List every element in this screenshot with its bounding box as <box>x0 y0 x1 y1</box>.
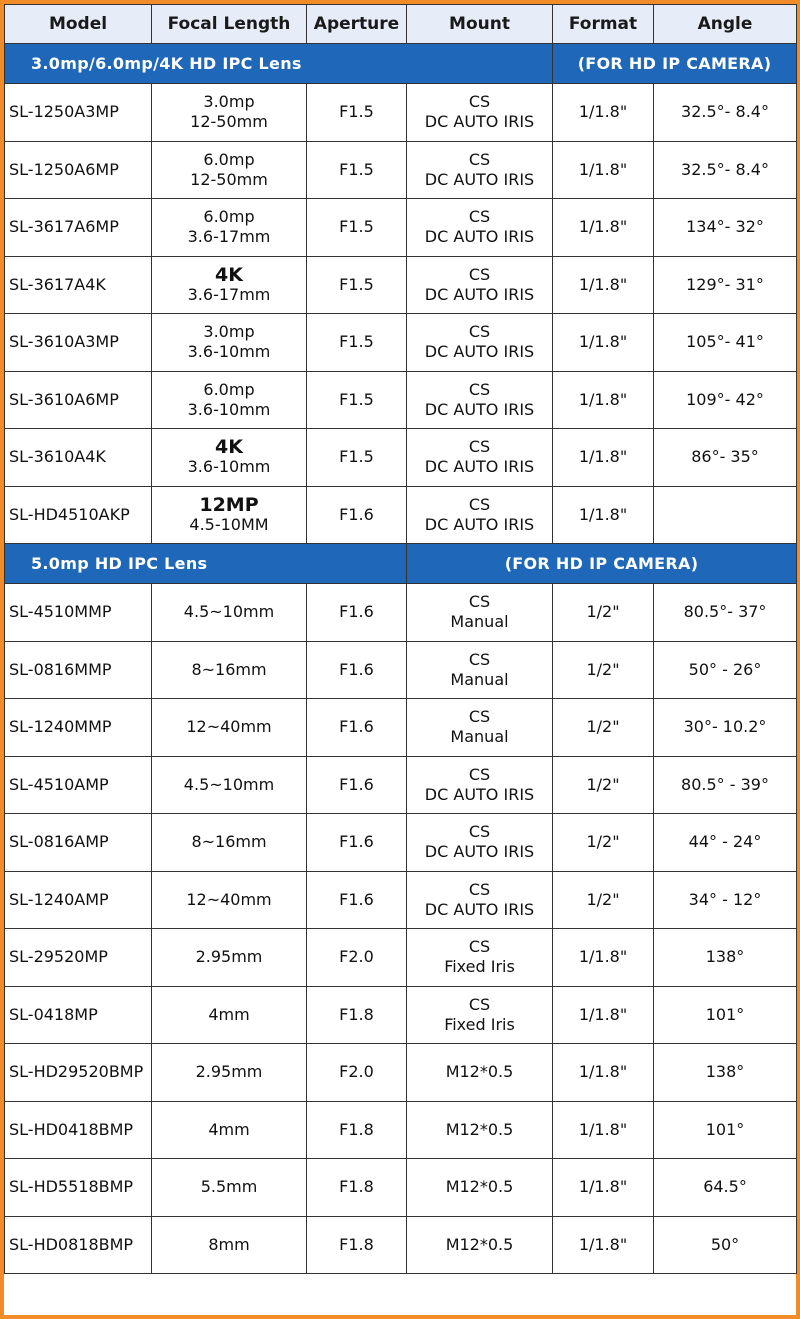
section-title: 5.0mp HD IPC Lens <box>5 544 407 584</box>
model-cell: SL-0816AMP <box>5 814 152 872</box>
table-row <box>5 371 797 429</box>
mount-line: CS <box>468 937 491 957</box>
angle-cell: 86°- 35° <box>654 429 797 487</box>
angle-cell <box>654 486 797 544</box>
focal-length-cell <box>152 584 307 642</box>
angle-cell: 50° <box>654 1216 797 1274</box>
table-body <box>5 44 797 1274</box>
mount-cell <box>407 1101 553 1159</box>
angle-cell: 80.5° - 39° <box>654 756 797 814</box>
mount-line: Fixed Iris <box>444 957 515 977</box>
model-cell: SL-1250A3MP <box>5 84 152 142</box>
focal-length-line: 8mm <box>208 1234 250 1254</box>
format-cell: 1/2" <box>553 641 654 699</box>
focal-length-cell <box>152 641 307 699</box>
aperture-cell: F1.6 <box>307 871 407 929</box>
format-cell: 1/1.8" <box>553 1044 654 1102</box>
mount-cell <box>407 756 553 814</box>
aperture-cell: F1.5 <box>307 199 407 257</box>
model-cell: SL-1240MMP <box>5 699 152 757</box>
format-cell: 1/1.8" <box>553 256 654 314</box>
angle-cell: 32.5°- 8.4° <box>654 84 797 142</box>
format-cell: 1/1.8" <box>553 1101 654 1159</box>
mount-line: CS <box>468 149 491 169</box>
table-row <box>5 314 797 372</box>
table-row <box>5 871 797 929</box>
focal-length-line: 8~16mm <box>191 659 267 679</box>
format-cell: 1/1.8" <box>553 371 654 429</box>
focal-length-line: 2.95mm <box>195 947 263 967</box>
model-cell: SL-4510AMP <box>5 756 152 814</box>
mount-line: CS <box>468 264 491 284</box>
format-cell: 1/1.8" <box>553 486 654 544</box>
aperture-cell: F1.6 <box>307 584 407 642</box>
focal-length-cell <box>152 1044 307 1102</box>
table-row <box>5 84 797 142</box>
format-cell: 1/1.8" <box>553 1216 654 1274</box>
focal-length-cell <box>152 1101 307 1159</box>
mount-line: CS <box>468 379 491 399</box>
focal-length-line: 4.5-10MM <box>189 514 269 534</box>
aperture-cell: F1.6 <box>307 641 407 699</box>
model-cell: SL-1240AMP <box>5 871 152 929</box>
focal-length-cell <box>152 371 307 429</box>
focal-length-cell <box>152 429 307 487</box>
aperture-cell: F1.6 <box>307 699 407 757</box>
model-cell: SL-0418MP <box>5 986 152 1044</box>
angle-cell: 134°- 32° <box>654 199 797 257</box>
mount-line: CS <box>468 437 491 457</box>
aperture-cell: F1.5 <box>307 84 407 142</box>
mount-line: Fixed Iris <box>444 1014 515 1034</box>
focal-length-cell <box>152 871 307 929</box>
aperture-cell: F1.5 <box>307 314 407 372</box>
aperture-cell: F1.8 <box>307 986 407 1044</box>
focal-length-line: 3.6-10mm <box>187 399 271 419</box>
focal-length-cell <box>152 986 307 1044</box>
aperture-cell: F2.0 <box>307 1044 407 1102</box>
model-cell: SL-3617A6MP <box>5 199 152 257</box>
mount-line: CS <box>468 822 491 842</box>
focal-length-cell <box>152 84 307 142</box>
focal-length-line: 6.0mp <box>203 379 255 399</box>
mount-line: DC AUTO IRIS <box>424 842 535 862</box>
table-row <box>5 1216 797 1274</box>
angle-cell: 129°- 31° <box>654 256 797 314</box>
focal-length-line: 3.6-17mm <box>187 227 271 247</box>
model-cell: SL-3617A4K <box>5 256 152 314</box>
section-header-row <box>5 44 797 84</box>
focal-length-line: 4.5~10mm <box>183 774 275 794</box>
model-cell: SL-3610A6MP <box>5 371 152 429</box>
focal-length-cell <box>152 256 307 314</box>
table-row <box>5 1101 797 1159</box>
focal-length-cell <box>152 1159 307 1217</box>
focal-length-line: 4mm <box>208 1004 250 1024</box>
format-cell: 1/2" <box>553 584 654 642</box>
angle-cell: 80.5°- 37° <box>654 584 797 642</box>
aperture-cell: F1.6 <box>307 486 407 544</box>
table-row <box>5 641 797 699</box>
mount-line: DC AUTO IRIS <box>424 342 535 362</box>
focal-length-line: 5.5mm <box>200 1177 258 1197</box>
mount-line: CS <box>468 92 491 112</box>
focal-length-cell <box>152 756 307 814</box>
focal-length-line: 3.6-17mm <box>187 284 271 304</box>
header-mount: Mount <box>407 5 553 44</box>
mount-cell <box>407 986 553 1044</box>
focal-length-line: 3.0mp <box>203 92 255 112</box>
format-cell: 1/2" <box>553 814 654 872</box>
mount-line: CS <box>468 649 491 669</box>
format-cell: 1/1.8" <box>553 429 654 487</box>
aperture-cell: F1.5 <box>307 141 407 199</box>
angle-cell: 30°- 10.2° <box>654 699 797 757</box>
focal-length-cell <box>152 1216 307 1274</box>
table-row <box>5 429 797 487</box>
section-header-row <box>5 544 797 584</box>
angle-cell: 138° <box>654 1044 797 1102</box>
focal-length-line: 2.95mm <box>195 1062 263 1082</box>
angle-cell: 44° - 24° <box>654 814 797 872</box>
format-cell: 1/2" <box>553 756 654 814</box>
mount-cell <box>407 699 553 757</box>
table-row <box>5 929 797 987</box>
mount-cell <box>407 141 553 199</box>
header-row <box>5 5 797 44</box>
mount-line: CS <box>468 707 491 727</box>
focal-length-cell <box>152 199 307 257</box>
header-aperture: Aperture <box>307 5 407 44</box>
format-cell: 1/1.8" <box>553 314 654 372</box>
model-cell: SL-29520MP <box>5 929 152 987</box>
mount-cell <box>407 641 553 699</box>
section-title: 3.0mp/6.0mp/4K HD IPC Lens <box>5 44 553 84</box>
format-cell: 1/2" <box>553 871 654 929</box>
table-row <box>5 986 797 1044</box>
focal-length-line: 12-50mm <box>190 112 268 132</box>
mount-line: Manual <box>450 612 509 632</box>
table-row <box>5 814 797 872</box>
model-cell: SL-3610A3MP <box>5 314 152 372</box>
table-row <box>5 141 797 199</box>
aperture-cell: F1.6 <box>307 756 407 814</box>
focal-length-line: 12MP <box>199 493 259 516</box>
aperture-cell: F1.8 <box>307 1159 407 1217</box>
model-cell: SL-HD4510AKP <box>5 486 152 544</box>
aperture-cell: F1.8 <box>307 1216 407 1274</box>
focal-length-line: 12-50mm <box>190 169 268 189</box>
mount-line: M12*0.5 <box>445 1234 514 1254</box>
focal-length-line: 12~40mm <box>186 889 272 909</box>
table-row <box>5 699 797 757</box>
focal-length-line: 3.0mp <box>203 322 255 342</box>
table-row <box>5 486 797 544</box>
mount-line: CS <box>468 592 491 612</box>
table-row <box>5 1159 797 1217</box>
angle-cell: 101° <box>654 986 797 1044</box>
mount-line: DC AUTO IRIS <box>424 514 535 534</box>
focal-length-line: 6.0mp <box>203 207 255 227</box>
mount-cell <box>407 486 553 544</box>
mount-line: DC AUTO IRIS <box>424 112 535 132</box>
focal-length-cell <box>152 314 307 372</box>
mount-cell <box>407 371 553 429</box>
mount-line: DC AUTO IRIS <box>424 399 535 419</box>
lens-spec-table <box>4 4 797 1274</box>
aperture-cell: F2.0 <box>307 929 407 987</box>
format-cell: 1/1.8" <box>553 84 654 142</box>
focal-length-cell <box>152 814 307 872</box>
mount-cell <box>407 199 553 257</box>
mount-cell <box>407 1044 553 1102</box>
mount-line: DC AUTO IRIS <box>424 784 535 804</box>
mount-line: DC AUTO IRIS <box>424 284 535 304</box>
focal-length-line: 4mm <box>208 1119 250 1139</box>
angle-cell: 138° <box>654 929 797 987</box>
mount-line: CS <box>468 207 491 227</box>
mount-line: CS <box>468 494 491 514</box>
format-cell: 1/2" <box>553 699 654 757</box>
focal-length-line: 3.6-10mm <box>187 342 271 362</box>
table-row <box>5 199 797 257</box>
mount-cell <box>407 256 553 314</box>
focal-length-line: 4K <box>215 263 243 286</box>
aperture-cell: F1.8 <box>307 1101 407 1159</box>
model-cell: SL-4510MMP <box>5 584 152 642</box>
mount-line: M12*0.5 <box>445 1119 514 1139</box>
aperture-cell: F1.5 <box>307 256 407 314</box>
focal-length-line: 6.0mp <box>203 149 255 169</box>
mount-line: Manual <box>450 669 509 689</box>
mount-line: DC AUTO IRIS <box>424 169 535 189</box>
mount-cell <box>407 584 553 642</box>
mount-line: M12*0.5 <box>445 1177 514 1197</box>
format-cell: 1/1.8" <box>553 199 654 257</box>
format-cell: 1/1.8" <box>553 1159 654 1217</box>
focal-length-cell <box>152 141 307 199</box>
mount-cell <box>407 814 553 872</box>
model-cell: SL-HD0818BMP <box>5 1216 152 1274</box>
angle-cell: 34° - 12° <box>654 871 797 929</box>
mount-cell <box>407 84 553 142</box>
angle-cell: 101° <box>654 1101 797 1159</box>
focal-length-line: 12~40mm <box>186 717 272 737</box>
angle-cell: 105°- 41° <box>654 314 797 372</box>
mount-line: DC AUTO IRIS <box>424 227 535 247</box>
aperture-cell: F1.5 <box>307 371 407 429</box>
format-cell: 1/1.8" <box>553 141 654 199</box>
focal-length-cell <box>152 699 307 757</box>
section-note: (FOR HD IP CAMERA) <box>553 44 797 84</box>
angle-cell: 50° - 26° <box>654 641 797 699</box>
format-cell: 1/1.8" <box>553 929 654 987</box>
mount-line: DC AUTO IRIS <box>424 899 535 919</box>
focal-length-line: 3.6-10mm <box>187 457 271 477</box>
aperture-cell: F1.5 <box>307 429 407 487</box>
mount-line: CS <box>468 994 491 1014</box>
mount-line: M12*0.5 <box>445 1062 514 1082</box>
focal-length-line: 4.5~10mm <box>183 602 275 622</box>
table-row <box>5 256 797 314</box>
model-cell: SL-0816MMP <box>5 641 152 699</box>
mount-cell <box>407 314 553 372</box>
model-cell: SL-HD29520BMP <box>5 1044 152 1102</box>
header-format: Format <box>553 5 654 44</box>
format-cell: 1/1.8" <box>553 986 654 1044</box>
model-cell: SL-HD0418BMP <box>5 1101 152 1159</box>
mount-line: CS <box>468 879 491 899</box>
table-row <box>5 756 797 814</box>
header-model: Model <box>5 5 152 44</box>
mount-cell <box>407 429 553 487</box>
focal-length-cell <box>152 929 307 987</box>
focal-length-line: 4K <box>215 436 243 459</box>
model-cell: SL-3610A4K <box>5 429 152 487</box>
mount-line: CS <box>468 764 491 784</box>
angle-cell: 64.5° <box>654 1159 797 1217</box>
section-note: (FOR HD IP CAMERA) <box>407 544 797 584</box>
mount-cell <box>407 929 553 987</box>
focal-length-cell <box>152 486 307 544</box>
mount-cell <box>407 1159 553 1217</box>
focal-length-line: 8~16mm <box>191 832 267 852</box>
table-row <box>5 1044 797 1102</box>
table-row <box>5 584 797 642</box>
mount-line: CS <box>468 322 491 342</box>
aperture-cell: F1.6 <box>307 814 407 872</box>
angle-cell: 109°- 42° <box>654 371 797 429</box>
mount-cell <box>407 871 553 929</box>
header-angle: Angle <box>654 5 797 44</box>
mount-cell <box>407 1216 553 1274</box>
angle-cell: 32.5°- 8.4° <box>654 141 797 199</box>
mount-line: Manual <box>450 727 509 747</box>
model-cell: SL-1250A6MP <box>5 141 152 199</box>
mount-line: DC AUTO IRIS <box>424 457 535 477</box>
model-cell: SL-HD5518BMP <box>5 1159 152 1217</box>
header-focal-length: Focal Length <box>152 5 307 44</box>
